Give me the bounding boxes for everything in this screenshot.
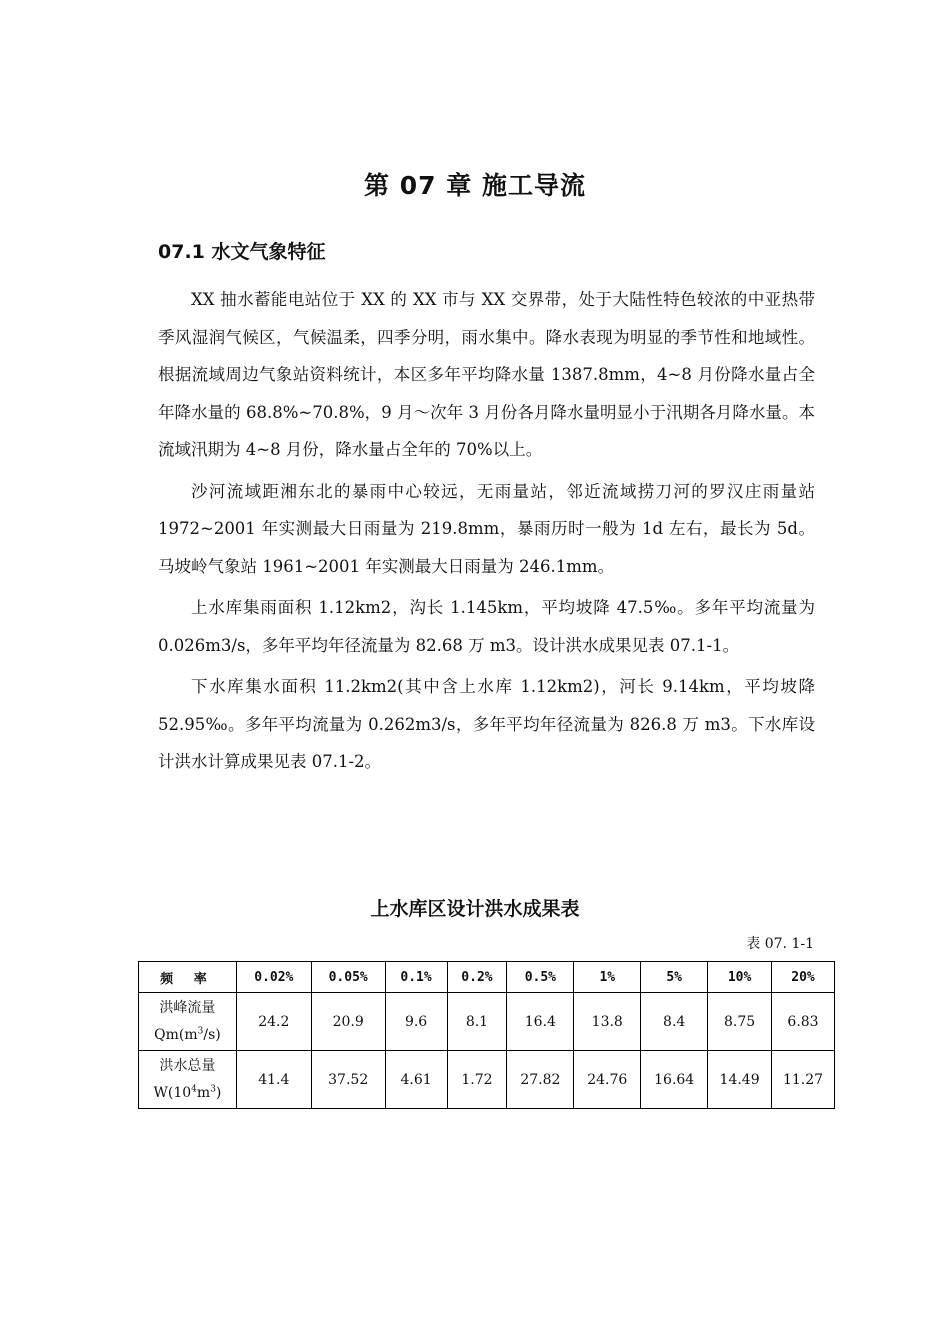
- table-row: [139, 1051, 835, 1109]
- header-frequency: 0.02%: [236, 962, 311, 993]
- header-frequency: 5%: [641, 962, 708, 993]
- table-number: 表 07. 1-1: [746, 936, 814, 952]
- paragraph: 沙河流域距湘东北的暴雨中心较远，无雨量站，邻近流域捞刀河的罗汉庄雨量站 1972~2001 年实测最大日雨量为 219.8mm，暴雨历时一般为 1d 左右，最长为 5d。马坡岭气象站 1961~2001 年实测最大日雨量为 246.1mm。: [158, 481, 815, 576]
- table-cell: 24.2: [236, 993, 311, 1051]
- table-cell: 9.6: [385, 993, 447, 1051]
- table-cell: 8.75: [708, 993, 772, 1051]
- section-title: 07.1 水文气象特征: [158, 241, 326, 263]
- row-label-line1: 洪水总量: [159, 1057, 216, 1074]
- table-cell: 16.4: [507, 993, 574, 1051]
- header-frequency: 20%: [772, 962, 835, 993]
- paragraph: XX 抽水蓄能电站位于 XX 的 XX 市与 XX 交界带，处于大陆性特色较浓的中亚热带季风湿润气候区，气候温柔，四季分明，雨水集中。降水表现为明显的季节性和地域性。根据流域周边气象站资料统计，本区多年平均降水量 1387.8mm，4~8 月份降水量占全年降水量的 68.8%~70.8%，9 月～次年 3 月份各月降水量明显小于汛期各月降水量。本流域汛期为 4~8 月份，降水量占全年的 70%以上。: [158, 290, 815, 459]
- header-frequency: 1%: [574, 962, 641, 993]
- table-cell: 4.61: [385, 1051, 447, 1109]
- table-cell: 20.9: [311, 993, 385, 1051]
- row-label-line1: 洪峰流量: [159, 999, 216, 1016]
- table-row: [139, 993, 835, 1051]
- table-cell: 11.27: [772, 1051, 835, 1109]
- flood-results-table: [138, 961, 835, 1109]
- table-cell: 27.82: [507, 1051, 574, 1109]
- body-text: [158, 281, 815, 785]
- header-frequency: 0.05%: [311, 962, 385, 993]
- table-cell: 16.64: [641, 1051, 708, 1109]
- header-frequency: 10%: [708, 962, 772, 993]
- header-frequency-label: 频 率: [139, 962, 237, 993]
- table-cell: 1.72: [447, 1051, 507, 1109]
- header-frequency: 0.2%: [447, 962, 507, 993]
- header-frequency: 0.1%: [385, 962, 447, 993]
- row-label-peak-flow: [139, 993, 237, 1051]
- chapter-title: 第 07 章 施工导流: [364, 171, 586, 200]
- table-cell: 41.4: [236, 1051, 311, 1109]
- row-label-unit: $Qm(m^3/s)$: [154, 1026, 221, 1044]
- paragraph: 下水库集水面积 11.2km2(其中含上水库 1.12km2)，河长 9.14km，平均坡降 52.95‰。多年平均流量为 0.262m3/s，多年平均年径流量为 826.8 万 m3。下水库设计洪水计算成果见表 07.1-2。: [158, 677, 815, 771]
- table-cell: 8.4: [641, 993, 708, 1051]
- table-cell: 6.83: [772, 993, 835, 1051]
- table-cell: 14.49: [708, 1051, 772, 1109]
- table-cell: 13.8: [574, 993, 641, 1051]
- table-header-row: [139, 962, 835, 993]
- header-frequency: 0.5%: [507, 962, 574, 993]
- row-label-unit: $W(10^4m^3)$: [153, 1084, 222, 1102]
- table-cell: 24.76: [574, 1051, 641, 1109]
- paragraph: 上水库集雨面积 1.12km2，沟长 1.145km，平均坡降 47.5‰。多年平均流量为 0.026m3/s，多年平均年径流量为 82.68 万 m3。设计洪水成果见表 07.1-1。: [158, 598, 815, 655]
- row-label-flood-volume: [139, 1051, 237, 1109]
- table-title: 上水库区设计洪水成果表: [370, 898, 580, 920]
- table-cell: 8.1: [447, 993, 507, 1051]
- table-cell: 37.52: [311, 1051, 385, 1109]
